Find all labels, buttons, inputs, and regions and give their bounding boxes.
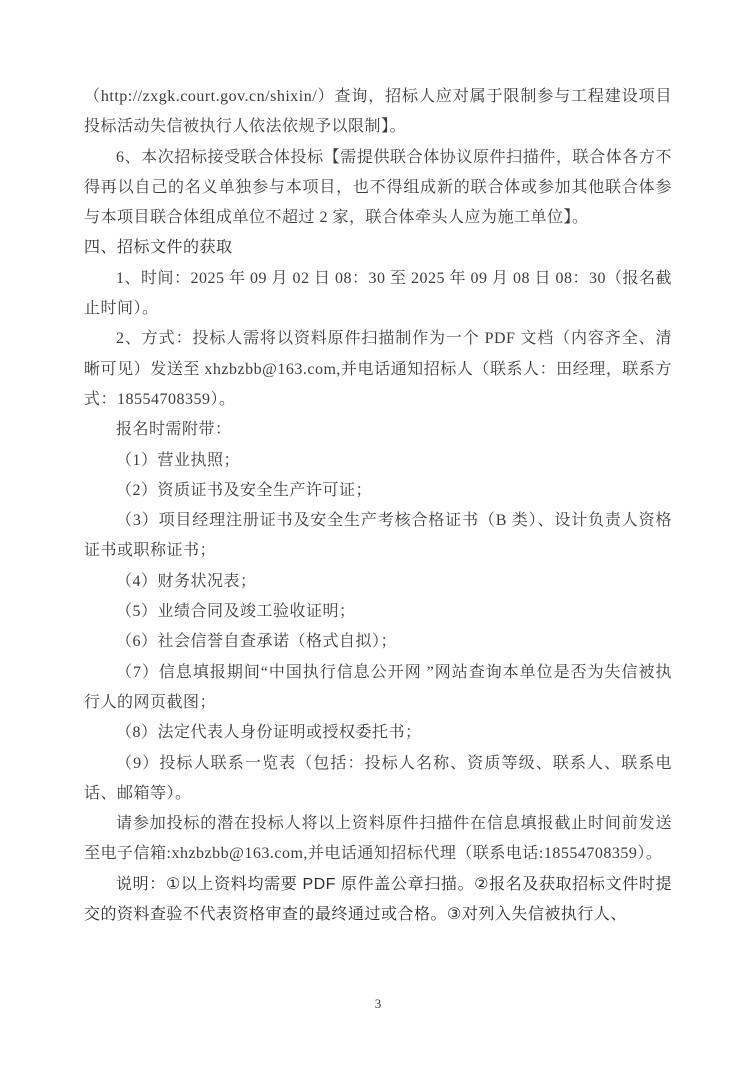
paragraph-item6-joint-venture: 6、本次招标接受联合体投标【需提供联合体协议原件扫描件，联合体各方不得再以自己的名义单独参与本项目，也不得组成新的联合体或参加其他联合体参与本项目联合体组成单位不超过 2 家，联合体牵头人应为施工单位】。 — [84, 148, 672, 227]
paragraph-item2-method: 2、方式：投标人需将以资料原件扫描制作为一个 PDF 文档（内容齐全、清晰可见）发送至 xhzbzbb@163.com,并电话通知招标人（联系人：田经理，联系方式：18554708359）。 — [84, 330, 672, 408]
list-item-6-credit-self-check: （6）社会信誉自查承诺（格式自拟）； — [116, 633, 398, 651]
document-body — [84, 82, 672, 930]
list-item-7-enforcement-screenshot: （7）信息填报期间“中国执行信息公开网 ”网站查询本单位是否为失信被执行人的网页截图； — [84, 663, 672, 711]
paragraph-item1-time: 1、时间：2025 年 09 月 02 日 08：30 至 2025 年 09 月 08 日 08：30（报名截止时间）。 — [84, 269, 673, 318]
paragraph-attachments-intro: 报名时需附带： — [116, 421, 232, 439]
paragraph-notes: 说明：①以上资料均需要 PDF 原件盖公章扫描。②报名及获取招标文件时提交的资料查验不代表资格审查的最终通过或合格。③对列入失信被执行人、 — [84, 875, 672, 924]
list-item-4-financial-statement: （4）财务状况表； — [116, 572, 257, 590]
list-item-9-contact-table: （9）投标人联系一览表（包括：投标人名称、资质等级、联系人、联系电话、邮箱等）。 — [84, 754, 672, 802]
list-item-5-performance-contracts: （5）业绩合同及竣工验收证明； — [116, 603, 356, 621]
page-number: 3 — [374, 996, 382, 1011]
list-item-3-project-manager-certificates: （3）项目经理注册证书及安全生产考核合格证书（B 类）、设计负责人资格证书或职称证书； — [84, 512, 672, 560]
section-heading-document-acquisition: 四、招标文件的获取 — [84, 239, 233, 257]
list-item-1-business-license: （1）营业执照； — [116, 451, 241, 469]
list-item-2-qualification-certificates: （2）资质证书及安全生产许可证； — [116, 481, 373, 499]
list-item-8-legal-representative-id: （8）法定代表人身份证明或授权委托书； — [116, 724, 422, 742]
page-footer — [0, 996, 756, 1012]
paragraph-submission-notice: 请参加投标的潜在投标人将以上资料原件扫描件在信息填报截止时间前发送至电子信箱:xhzbzbb@163.com,并电话通知招标代理（联系电话:18554708359）。 — [84, 815, 672, 863]
paragraph-shixin-url-continuation: （http://zxgk.court.gov.cn/shixin/）查询，招标人应对属于限制参与工程建设项目投标活动失信被执行人依法依规予以限制】。 — [84, 88, 672, 136]
